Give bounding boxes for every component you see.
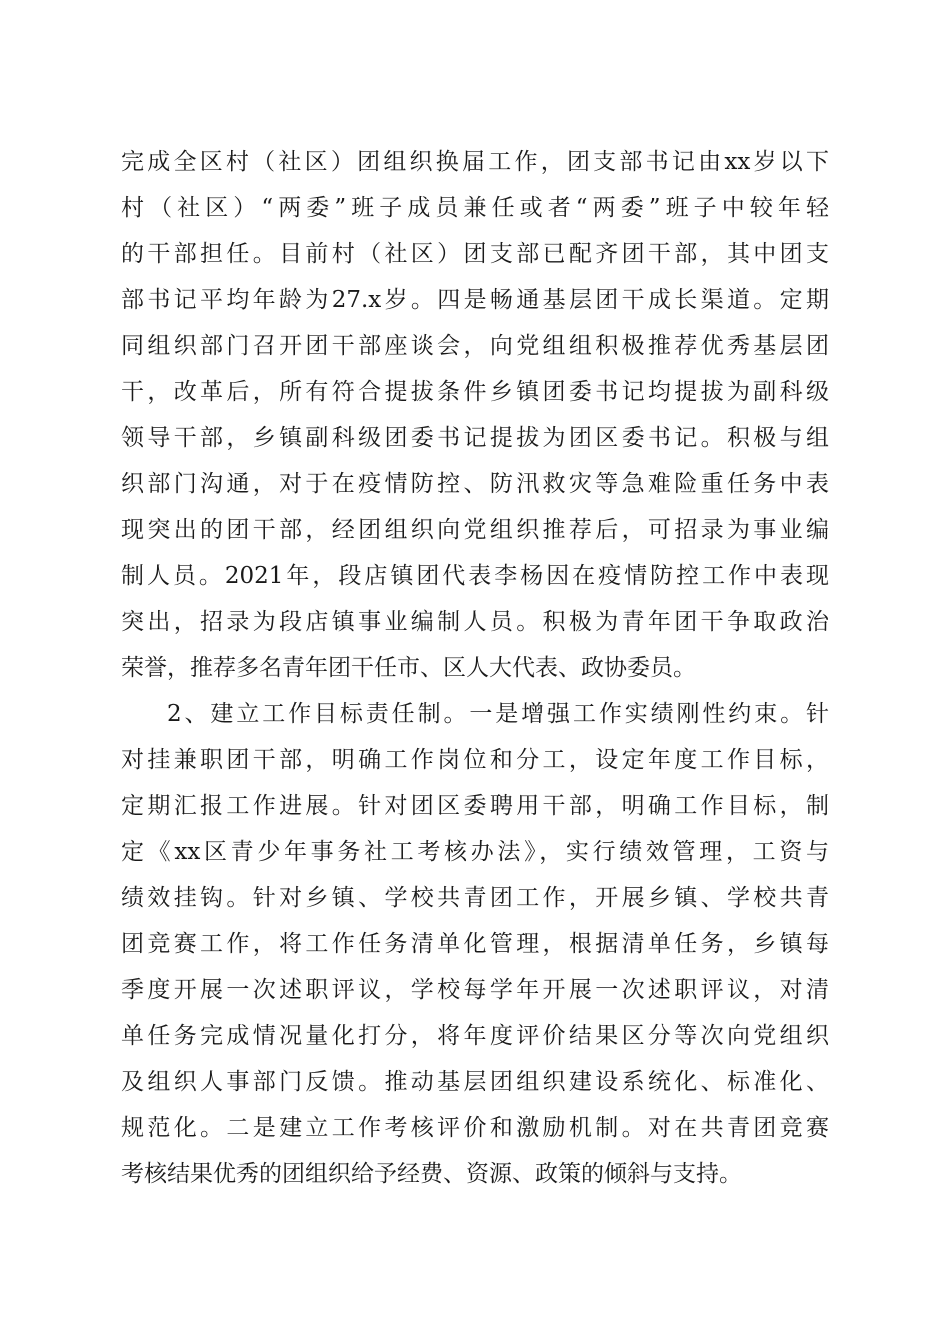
text-line: 突出，招录为段店镇事业编制人员。积极为青年团干争取政治 [121,609,829,635]
text-line: 对挂兼职团干部，明确工作岗位和分工，设定年度工作目标， [121,747,829,773]
text-line: 规范化。二是建立工作考核评价和激励机制。对在共青团竞赛 [121,1115,829,1141]
paragraph-end-line: 荣誉，推荐多名青年团干任市、区人大代表、政协委员。 [121,655,696,681]
text-line: 制人员。2021年，段店镇团代表李杨因在疫情防控工作中表现 [121,563,829,589]
text-line: 完成全区村（社区）团组织换届工作，团支部书记由xx岁以下 [121,149,829,175]
text-line: 考核结果优秀的团组织给予经费、资源、政策的倾斜与支持。 [121,1161,742,1187]
text-line: 的干部担任。目前村（社区）团支部已配齐团干部，其中团支 [121,241,829,267]
text-line: 及组织人事部门反馈。推动基层团组织建设系统化、标准化、 [121,1069,829,1095]
text-line: 织部门沟通，对于在疫情防控、防汛救灾等急难险重任务中表 [121,471,829,497]
text-line: 定《xx区青少年事务社工考核办法》，实行绩效管理，工资与 [121,839,829,865]
text-line: 领导干部，乡镇副科级团委书记提拔为团区委书记。积极与组 [121,425,829,451]
paragraph-first-line: 2、建立工作目标责任制。一是增强工作实绩刚性约束。针 [167,701,829,727]
text-line: 干，改革后，所有符合提拔条件乡镇团委书记均提拔为副科级 [121,379,829,405]
text-line: 单任务完成情况量化打分，将年度评价结果区分等次向党组织 [121,1023,829,1049]
text-line: 同组织部门召开团干部座谈会，向党组组积极推荐优秀基层团 [121,333,829,359]
text-line: 季度开展一次述职评议，学校每学年开展一次述职评议，对清 [121,977,829,1003]
text-line: 绩效挂钩。针对乡镇、学校共青团工作，开展乡镇、学校共青 [121,885,829,911]
text-line: 部书记平均年龄为27.x岁。四是畅通基层团干成长渠道。定期 [121,287,829,313]
text-line: 团竞赛工作，将工作任务清单化管理，根据清单任务，乡镇每 [121,931,829,957]
document-body [121,139,829,1197]
text-line: 定期汇报工作进展。针对团区委聘用干部，明确工作目标，制 [121,793,829,819]
text-line: 现突出的团干部，经团组织向党组织推荐后，可招录为事业编 [121,517,829,543]
text-line: 村（社区）“两委”班子成员兼任或者“两委”班子中较年轻 [121,195,829,221]
